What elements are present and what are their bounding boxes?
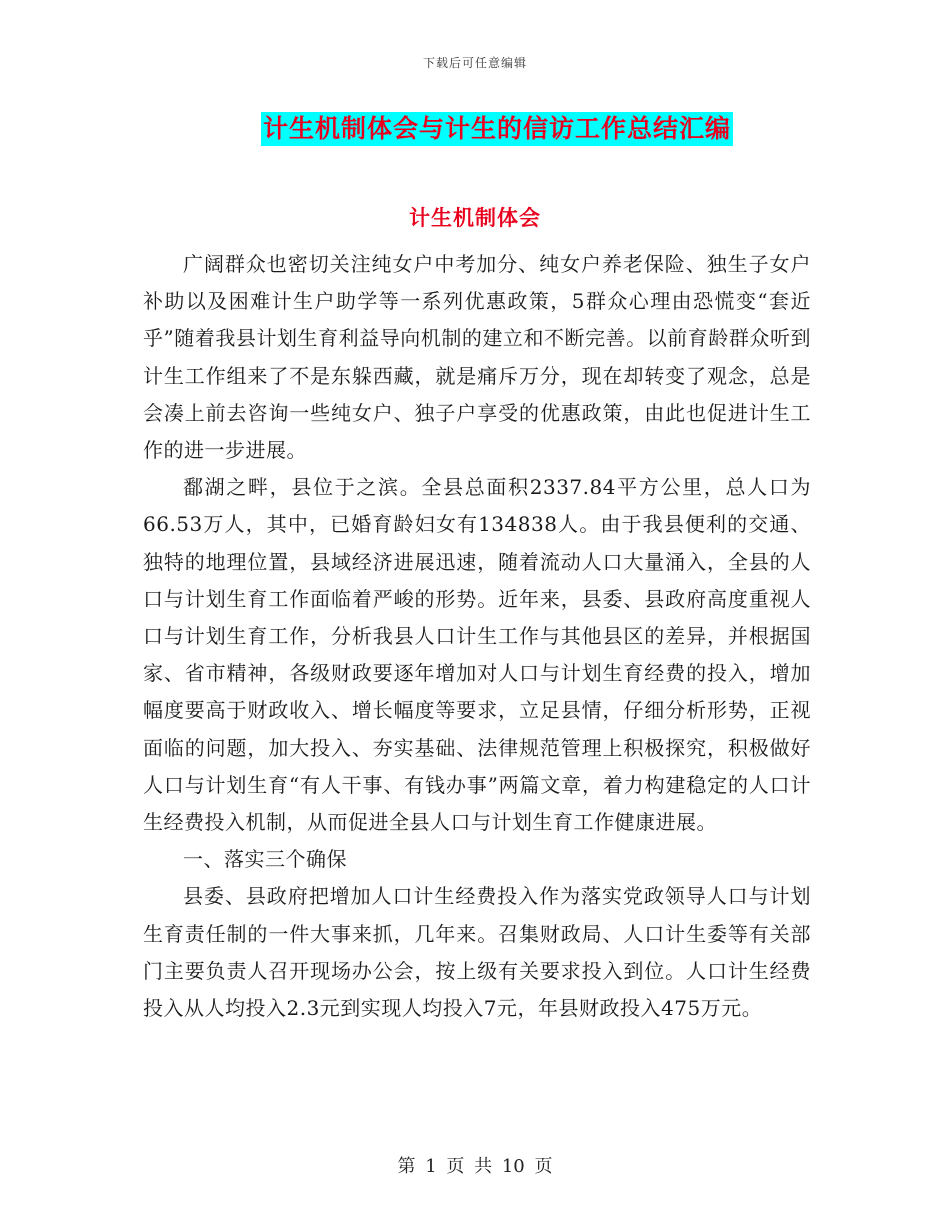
section-title: 计生机制体会 [409, 206, 541, 230]
page-number: 第 1 页 共 10 页 [397, 1156, 553, 1177]
paragraph: 广阔群众也密切关注纯女户中考加分、纯女户养老保险、独生子女户补助以及困难计生户助学等一系列优惠政策，5群众心理由恐慌变“套近乎”随着我县计划生育利益导向机制的建立和不断完善。以前育龄群众听到计生工作组来了不是东躲西藏，就是痛斥万分，现在却转变了观念，总是会凑上前去咨询一些纯女户、独子户享受的优惠政策，由此也促进计生工作的进一步进展。 [143, 252, 811, 463]
main-title-container [0, 112, 950, 146]
paragraph: 县委、县政府把增加人口计生经费投入作为落实党政领导人口与计划生育责任制的一件大事来抓，几年来。召集财政局、人口计生委等有关部门主要负责人召开现场办公会，按上级有关要求投入到位。人口计生经费投入从人均投入2.3元到实现人均投入7元，年县财政投入475万元。 [143, 884, 811, 1021]
main-title: 计生机制体会与计生的信访工作总结汇编 [261, 112, 733, 146]
paragraph: 鄱湖之畔，县位于之滨。全县总面积2337.84平方公里，总人口为66.53万人，其中，已婚育龄妇女有134838人。由于我县便利的交通、独特的地理位置，县域经济进展迅速，随着流动人口大量涌入，全县的人口与计划生育工作面临着严峻的形势。近年来，县委、县政府高度重视人口与计划生育工作，分析我县人口计生工作与其他县区的差异，并根据国家、省市精神，各级财政要逐年增加对人口与计划生育经费的投入，增加幅度要高于财政收入、增长幅度等要求，立足县情，仔细分析形势，正视面临的问题，加大投入、夯实基础、法律规范管理上积极探究，积极做好人口与计划生育“有人干事、有钱办事”两篇文章，着力构建稳定的人口计生经费投入机制，从而促进全县人口与计划生育工作健康进展。 [143, 475, 811, 835]
header-note: 下载后可任意编辑 [422, 56, 527, 70]
body-text [143, 246, 811, 1027]
section-heading: 一、落实三个确保 [183, 847, 347, 872]
